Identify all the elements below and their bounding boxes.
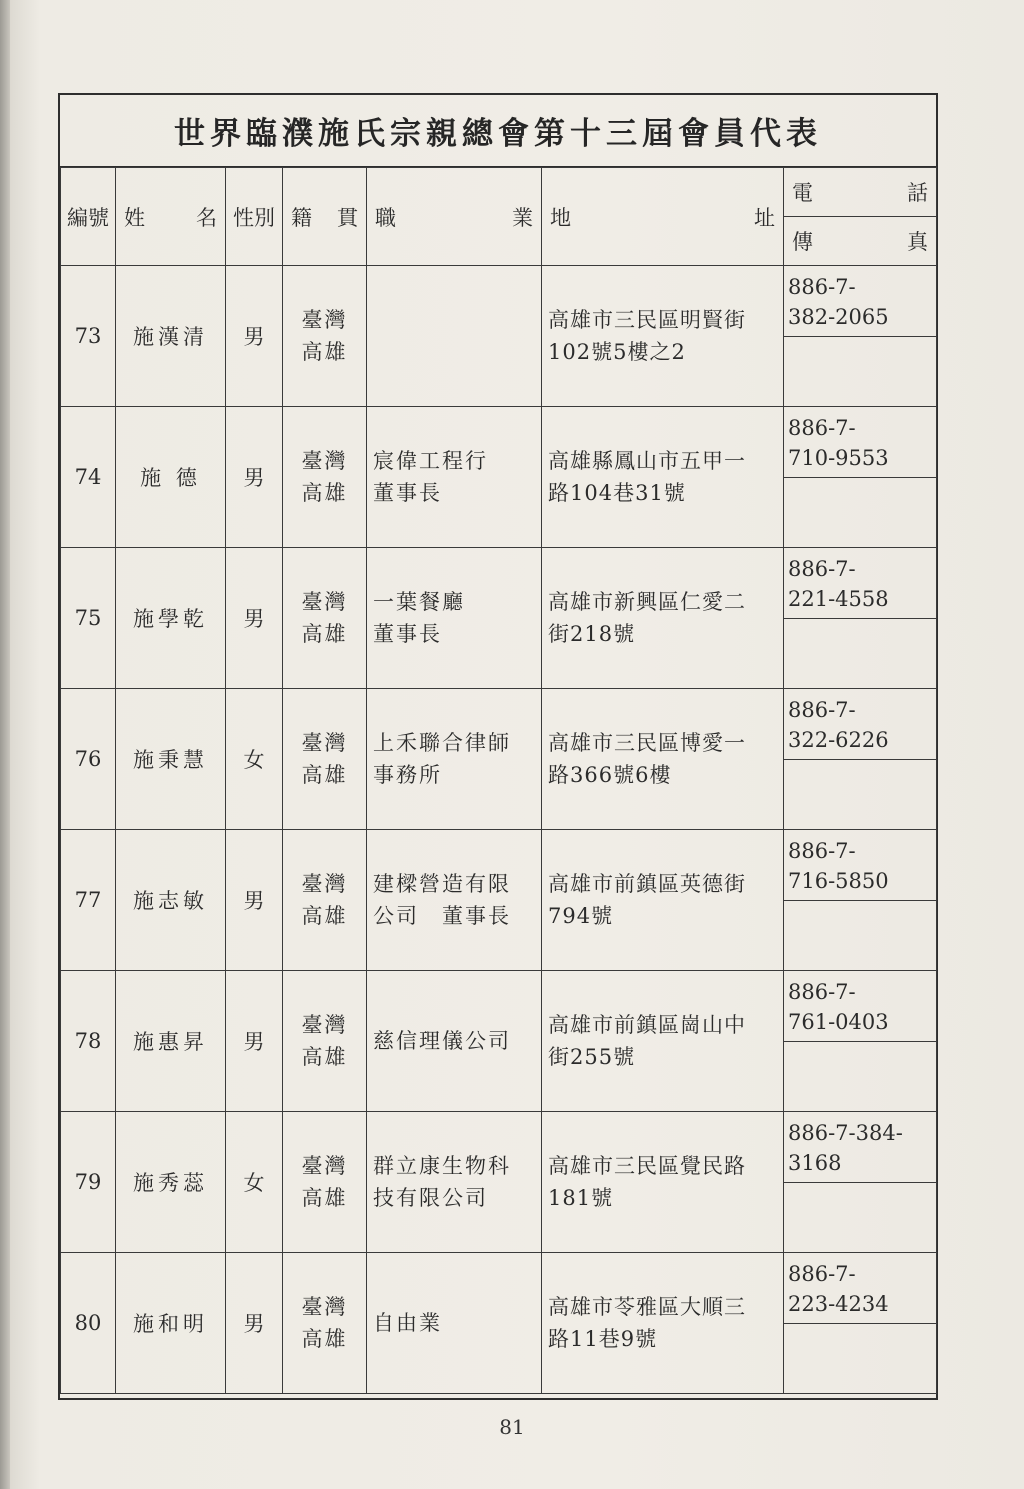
header-occupation: 職 業 [367, 168, 542, 266]
member-name: 施漢清 [116, 266, 226, 407]
member-row [61, 407, 937, 478]
member-name: 施惠昇 [116, 971, 226, 1112]
member-sex: 男 [226, 548, 283, 689]
member-tel: 886-7- 761-0403 [784, 971, 937, 1042]
header-no: 編號 [61, 168, 116, 266]
member-origin: 臺灣 高雄 [283, 266, 367, 407]
member-fax [784, 478, 937, 548]
member-origin: 臺灣 高雄 [283, 1112, 367, 1253]
member-name: 施秀蕊 [116, 1112, 226, 1253]
member-tel: 886-7- 322-6226 [784, 689, 937, 760]
member-no: 73 [61, 266, 116, 407]
member-no: 75 [61, 548, 116, 689]
header-fax: 傳 真 [784, 217, 937, 266]
header-tel: 電 話 [784, 168, 937, 217]
member-address: 高雄縣鳳山市五甲一 路104巷31號 [542, 407, 784, 548]
member-occupation: 群立康生物科 技有限公司 [367, 1112, 542, 1253]
member-fax [784, 1042, 937, 1112]
member-tel: 886-7- 382-2065 [784, 266, 937, 337]
member-no: 79 [61, 1112, 116, 1253]
member-row [61, 548, 937, 619]
book-spine-shadow [0, 0, 10, 1489]
member-occupation: 一葉餐廳 董事長 [367, 548, 542, 689]
member-no: 80 [61, 1253, 116, 1394]
member-tel: 886-7- 710-9553 [784, 407, 937, 478]
member-row [61, 1112, 937, 1183]
header-sex: 性別 [226, 168, 283, 266]
table-frame [58, 93, 938, 1400]
member-tel: 886-7- 221-4558 [784, 548, 937, 619]
member-origin: 臺灣 高雄 [283, 548, 367, 689]
member-sex: 男 [226, 407, 283, 548]
member-name: 施 德 [116, 407, 226, 548]
member-address: 高雄市前鎮區崗山中 街255號 [542, 971, 784, 1112]
page-number: 81 [499, 1415, 525, 1439]
member-no: 74 [61, 407, 116, 548]
member-tel: 886-7- 716-5850 [784, 830, 937, 901]
member-tel: 886-7-384- 3168 [784, 1112, 937, 1183]
member-row [61, 1253, 937, 1324]
member-fax [784, 619, 937, 689]
member-occupation: 自由業 [367, 1253, 542, 1394]
member-name: 施志敏 [116, 830, 226, 971]
member-fax [784, 1183, 937, 1253]
member-row [61, 830, 937, 901]
member-table [60, 167, 937, 1394]
member-origin: 臺灣 高雄 [283, 830, 367, 971]
member-occupation: 建樑營造有限 公司 董事長 [367, 830, 542, 971]
member-row [61, 971, 937, 1042]
member-no: 78 [61, 971, 116, 1112]
member-row [61, 689, 937, 760]
header-name: 姓 名 [116, 168, 226, 266]
header-origin: 籍 貫 [283, 168, 367, 266]
member-occupation: 慈信理儀公司 [367, 971, 542, 1112]
header-address: 地 址 [542, 168, 784, 266]
member-address: 高雄市三民區明賢街 102號5樓之2 [542, 266, 784, 407]
member-sex: 男 [226, 971, 283, 1112]
member-sex: 男 [226, 830, 283, 971]
member-address: 高雄市前鎮區英德街 794號 [542, 830, 784, 971]
header-row [61, 168, 937, 217]
member-origin: 臺灣 高雄 [283, 1253, 367, 1394]
member-fax [784, 760, 937, 830]
member-no: 76 [61, 689, 116, 830]
member-occupation: 宸偉工程行 董事長 [367, 407, 542, 548]
member-occupation [367, 266, 542, 407]
member-sex: 男 [226, 266, 283, 407]
member-fax [784, 1324, 937, 1394]
member-address: 高雄市三民區博愛一 路366號6樓 [542, 689, 784, 830]
member-sex: 女 [226, 1112, 283, 1253]
member-sex: 男 [226, 1253, 283, 1394]
member-origin: 臺灣 高雄 [283, 971, 367, 1112]
member-name: 施學乾 [116, 548, 226, 689]
member-origin: 臺灣 高雄 [283, 407, 367, 548]
member-tel: 886-7- 223-4234 [784, 1253, 937, 1324]
member-sex: 女 [226, 689, 283, 830]
member-name: 施和明 [116, 1253, 226, 1394]
member-fax [784, 337, 937, 407]
member-origin: 臺灣 高雄 [283, 689, 367, 830]
member-address: 高雄市新興區仁愛二 街218號 [542, 548, 784, 689]
member-address: 高雄市苓雅區大順三 路11巷9號 [542, 1253, 784, 1394]
member-row [61, 266, 937, 337]
member-no: 77 [61, 830, 116, 971]
member-occupation: 上禾聯合律師 事務所 [367, 689, 542, 830]
page-title: 世界臨濮施氏宗親總會第十三屆會員代表 [60, 95, 936, 167]
member-address: 高雄市三民區覺民路 181號 [542, 1112, 784, 1253]
member-name: 施秉慧 [116, 689, 226, 830]
member-fax [784, 901, 937, 971]
